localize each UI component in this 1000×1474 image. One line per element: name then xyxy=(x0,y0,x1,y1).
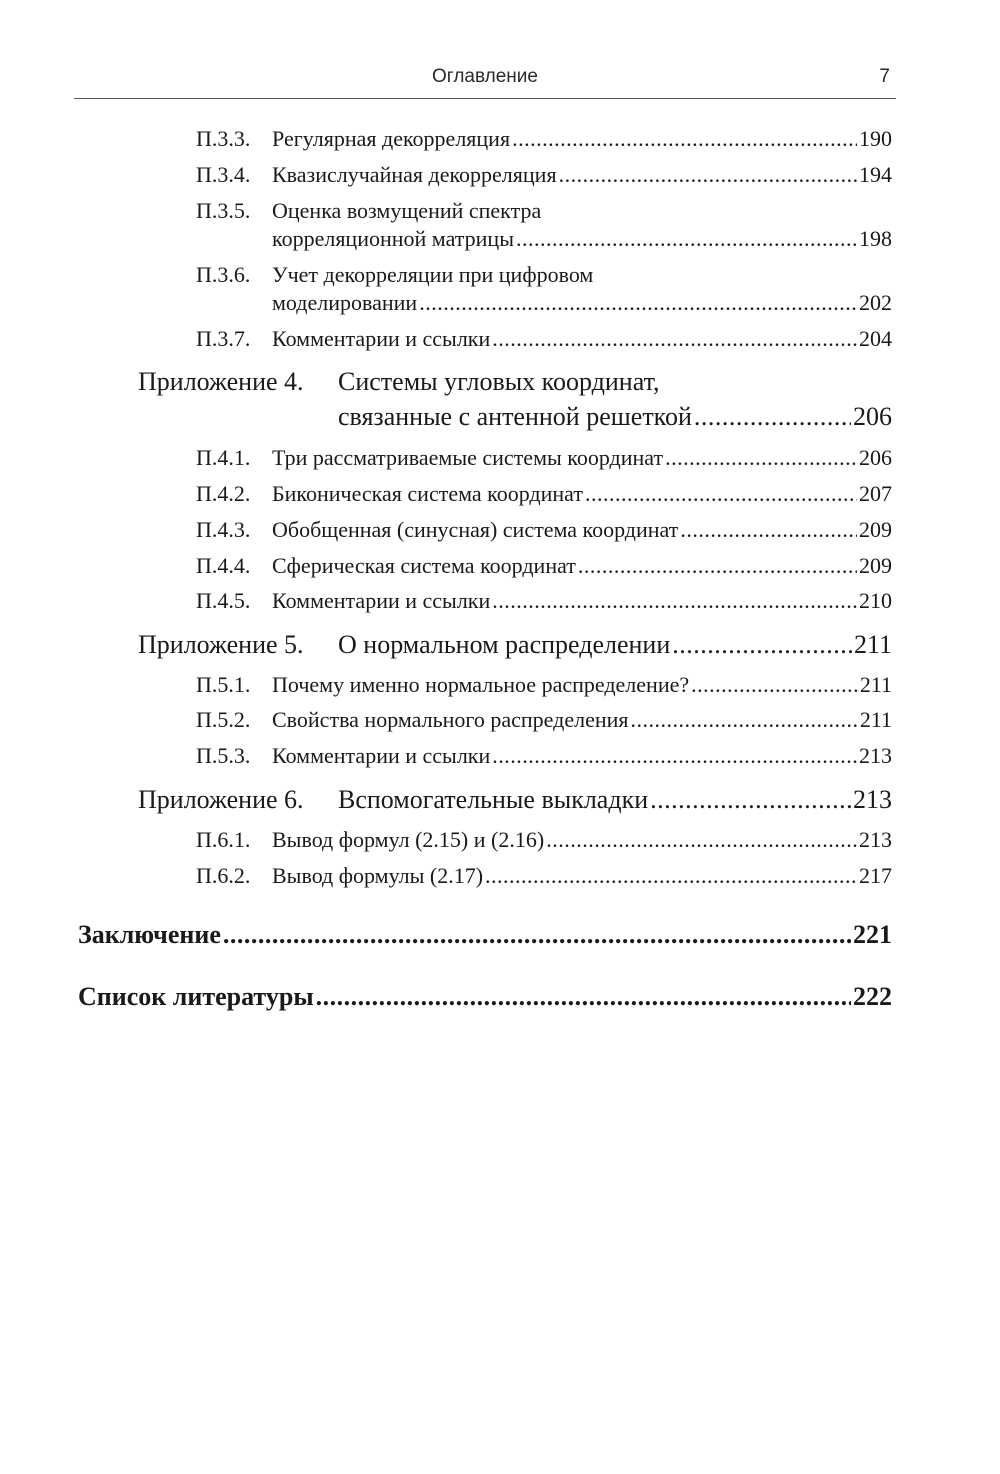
toc-entry-p6-1[interactable] xyxy=(196,827,892,857)
toc-entry-title: Заключение xyxy=(78,920,221,949)
toc-entry-page: 194 xyxy=(859,162,892,187)
toc-entry-title: Почему именно нормальное распределение? xyxy=(272,672,690,697)
toc-entry-p3-7[interactable] xyxy=(196,326,892,356)
toc-entry-appendix-4-line2[interactable] xyxy=(338,402,892,436)
dot-leader xyxy=(631,707,858,733)
toc-entry-references[interactable] xyxy=(78,982,892,1016)
toc-entry-page: 204 xyxy=(859,326,892,351)
toc-entry-title: Комментарии и ссылки xyxy=(272,588,491,613)
running-header-page-number: 7 xyxy=(879,66,890,87)
toc-entry-number: П.6.2. xyxy=(196,863,251,888)
dot-leader xyxy=(672,630,852,660)
dot-leader xyxy=(559,162,857,188)
toc-entry-p5-2[interactable] xyxy=(196,707,892,737)
toc-entry-title: Биконическая система координат xyxy=(272,481,583,506)
toc-entry-page: 222 xyxy=(853,982,892,1011)
toc-entry-number: П.4.4. xyxy=(196,553,251,578)
dot-leader xyxy=(316,982,851,1012)
toc-entry-page: 211 xyxy=(859,707,892,732)
toc-entry-page: 198 xyxy=(859,226,892,251)
dot-leader xyxy=(680,517,857,543)
toc-entry-p4-3[interactable] xyxy=(196,517,892,547)
toc-entry-page: 190 xyxy=(859,126,892,151)
toc-entry-page: 213 xyxy=(853,785,892,814)
toc-entry-title-line2: моделировании xyxy=(272,290,418,315)
dot-leader xyxy=(516,226,857,252)
toc-entry-number: П.4.3. xyxy=(196,517,251,542)
dot-leader xyxy=(585,481,857,507)
toc-entry-title: Свойства нормального распределения xyxy=(272,707,629,732)
toc-entry-p3-6-line1[interactable] xyxy=(196,262,593,292)
running-header xyxy=(74,62,896,94)
toc-entry-p3-3[interactable] xyxy=(196,126,892,156)
header-rule xyxy=(74,98,896,99)
dot-leader xyxy=(512,126,857,152)
toc-entry-number: П.4.5. xyxy=(196,588,251,613)
dot-leader xyxy=(492,326,857,352)
toc-entry-p4-4[interactable] xyxy=(196,553,892,583)
dot-leader xyxy=(650,785,851,815)
toc-entry-number: П.5.3. xyxy=(196,743,251,768)
toc-entry-number: П.3.6. xyxy=(196,262,251,287)
dot-leader xyxy=(578,553,857,579)
toc-entry-title: Квазислучайная декорреляция xyxy=(272,162,557,187)
toc-entry-title: Обобщенная (синусная) система координат xyxy=(272,517,679,542)
toc-entry-appendix-5[interactable] xyxy=(138,630,892,664)
toc-entry-page: 211 xyxy=(853,630,892,659)
toc-entry-title-line1: Системы угловых координат, xyxy=(338,367,660,396)
toc-entry-title: Вывод формулы (2.17) xyxy=(272,863,484,888)
toc-entry-title: Три рассматриваемые системы координат xyxy=(272,445,664,470)
toc-entry-number: П.6.1. xyxy=(196,827,251,852)
toc-entry-conclusion[interactable] xyxy=(78,920,892,954)
toc-entry-p5-3[interactable] xyxy=(196,743,892,773)
toc-entry-title: Комментарии и ссылки xyxy=(272,743,491,768)
toc-entry-page: 210 xyxy=(859,588,892,613)
toc-entry-page: 221 xyxy=(853,920,892,949)
dot-leader xyxy=(223,920,851,950)
toc-entry-p4-1[interactable] xyxy=(196,445,892,475)
toc-entry-number: П.5.1. xyxy=(196,672,251,697)
dot-leader xyxy=(485,863,857,889)
toc-entry-number: П.5.2. xyxy=(196,707,251,732)
toc-entry-number: П.3.7. xyxy=(196,326,251,351)
dot-leader xyxy=(691,672,858,698)
toc-entry-title: Комментарии и ссылки xyxy=(272,326,491,351)
toc-entry-page: 209 xyxy=(859,553,892,578)
toc-entry-page: 207 xyxy=(859,481,892,506)
toc-entry-appendix-4-line1[interactable] xyxy=(138,367,659,401)
toc-entry-number: Приложение 5. xyxy=(138,630,304,659)
toc-entry-p3-4[interactable] xyxy=(196,162,892,192)
toc-entry-number: П.3.4. xyxy=(196,162,251,187)
toc-entry-page: 206 xyxy=(853,402,892,431)
toc-entry-title-line1: Учет декорреляции при цифровом xyxy=(272,262,594,287)
toc-entry-page: 217 xyxy=(859,863,892,888)
toc-entry-p3-5-line1[interactable] xyxy=(196,198,541,228)
toc-entry-title-line2: корреляционной матрицы xyxy=(272,226,514,251)
toc-entry-p4-5[interactable] xyxy=(196,588,892,618)
toc-entry-title: Вспомогательные выкладки xyxy=(338,785,649,814)
toc-entry-page: 211 xyxy=(859,672,892,697)
toc-entry-page: 213 xyxy=(859,827,892,852)
dot-leader xyxy=(665,445,857,471)
toc-entry-number: П.3.5. xyxy=(196,198,251,223)
toc-entry-title-line2: связанные с антенной решеткой xyxy=(338,402,692,431)
toc-entry-number: Приложение 4. xyxy=(138,367,304,396)
toc-entry-page: 213 xyxy=(859,743,892,768)
toc-entry-number: Приложение 6. xyxy=(138,785,304,814)
toc-entry-title: Регулярная декорреляция xyxy=(272,126,511,151)
toc-entry-p3-5-line2[interactable] xyxy=(272,226,892,256)
dot-leader xyxy=(546,827,857,853)
toc-entry-title: Вывод формул (2.15) и (2.16) xyxy=(272,827,545,852)
toc-entry-page: 206 xyxy=(859,445,892,470)
dot-leader xyxy=(694,402,851,432)
toc-entry-page: 202 xyxy=(859,290,892,315)
dot-leader xyxy=(492,588,857,614)
toc-entry-p6-2[interactable] xyxy=(196,863,892,893)
toc-entry-title: О нормальном распределении xyxy=(338,630,671,659)
toc-entry-p5-1[interactable] xyxy=(196,672,892,702)
toc-entry-p4-2[interactable] xyxy=(196,481,892,511)
toc-entry-number: П.4.2. xyxy=(196,481,251,506)
running-header-title: Оглавление xyxy=(432,66,538,87)
toc-entry-p3-6-line2[interactable] xyxy=(272,290,892,320)
toc-entry-number: П.4.1. xyxy=(196,445,251,470)
toc-entry-title: Сферическая система координат xyxy=(272,553,576,578)
toc-entry-page: 209 xyxy=(859,517,892,542)
toc-entry-appendix-6[interactable] xyxy=(138,785,892,819)
toc-entry-title-line1: Оценка возмущений спектра xyxy=(272,198,542,223)
toc-entry-title: Список литературы xyxy=(78,982,314,1011)
dot-leader xyxy=(419,290,857,316)
toc-entry-number: П.3.3. xyxy=(196,126,251,151)
dot-leader xyxy=(492,743,857,769)
